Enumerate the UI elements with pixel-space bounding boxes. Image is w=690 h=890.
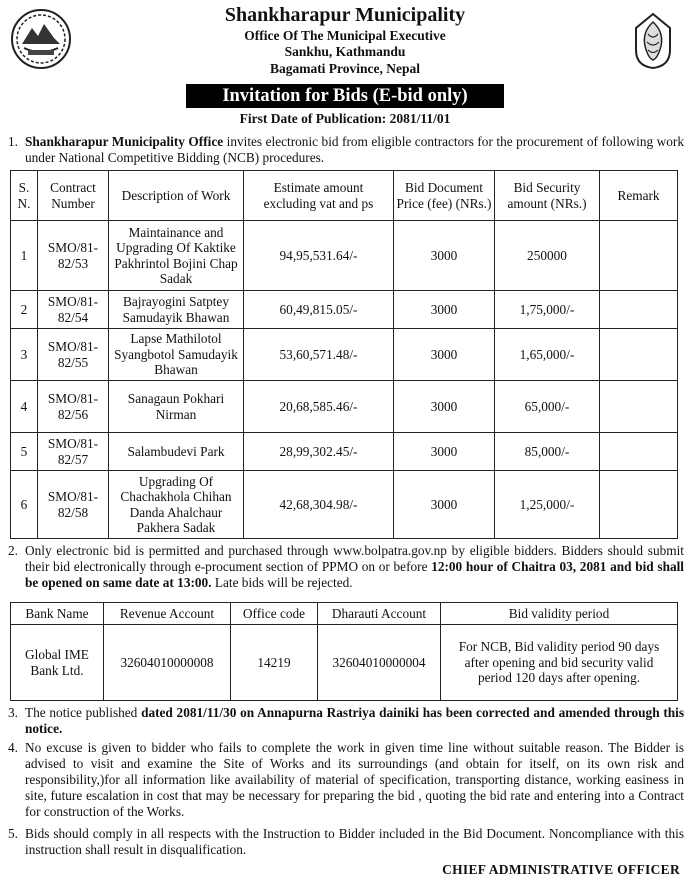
column-header: S. N.: [11, 171, 38, 221]
cell-sn: 2: [11, 291, 38, 329]
cell-description: Upgrading Of Chachakhola Chihan Danda Ahalchaur Pakhera Sadak: [109, 471, 244, 539]
publication-date: First Date of Publication: 2081/11/01: [239, 111, 451, 126]
works-table: [10, 170, 678, 539]
paragraph-number: 4.: [8, 740, 18, 755]
cell-contract: SMO/81-82/54: [38, 291, 109, 329]
cell-dharauti-account: 32604010000004: [318, 625, 441, 701]
table-row: [11, 329, 678, 381]
cell-fee: 3000: [394, 221, 495, 291]
cell-security: 1,25,000/-: [495, 471, 600, 539]
cell-fee: 3000: [394, 329, 495, 381]
paragraph-text: invites electronic bid from eligible contractors for the procurement of following work under National Competitive Bidding (NCB) procedures.: [25, 134, 684, 165]
cell-description: Sanagaun Pokhari Nirman: [109, 381, 244, 433]
cell-security: 250000: [495, 221, 600, 291]
column-header: Dharauti Account: [318, 603, 441, 625]
cell-fee: 3000: [394, 471, 495, 539]
cell-sn: 6: [11, 471, 38, 539]
cell-security: 65,000/-: [495, 381, 600, 433]
column-header: Contract Number: [38, 171, 109, 221]
paragraph-5: [8, 826, 684, 858]
paragraph-text: The notice published: [25, 705, 142, 720]
paragraph-text: Only electronic bid is permitted and purchased through www.bolpatra.gov.np by eligible bidders. Bidders should submit their bid electronically through e-procument section of PPMO on or before: [25, 543, 684, 574]
cell-sn: 4: [11, 381, 38, 433]
paragraph-number: 2.: [8, 543, 18, 558]
column-header: Revenue Account: [104, 603, 231, 625]
cell-estimate: 60,49,815.05/-: [244, 291, 394, 329]
notice-title: Invitation for Bids (E-bid only): [186, 84, 504, 108]
paragraph-text: Late bids will be rejected.: [211, 575, 353, 590]
cell-security: 85,000/-: [495, 433, 600, 471]
bank-table: [10, 602, 678, 701]
cell-remark: [600, 381, 678, 433]
cell-estimate: 20,68,585.46/-: [244, 381, 394, 433]
paragraph-3: [8, 705, 684, 737]
cell-remark: [600, 291, 678, 329]
cell-contract: SMO/81-82/57: [38, 433, 109, 471]
cell-contract: SMO/81-82/55: [38, 329, 109, 381]
column-header: Bid validity period: [441, 603, 678, 625]
cell-contract: SMO/81-82/58: [38, 471, 109, 539]
cell-bank-name: Global IME Bank Ltd.: [11, 625, 104, 701]
cell-estimate: 53,60,571.48/-: [244, 329, 394, 381]
column-header: Office code: [231, 603, 318, 625]
column-header: Remark: [600, 171, 678, 221]
cell-security: 1,75,000/-: [495, 291, 600, 329]
cell-contract: SMO/81-82/53: [38, 221, 109, 291]
paragraph-number: 5.: [8, 826, 18, 841]
table-row: [11, 381, 678, 433]
cell-estimate: 94,95,531.64/-: [244, 221, 394, 291]
cell-estimate: 42,68,304.98/-: [244, 471, 394, 539]
deadline-bold: 12:00 hour of Chaitra 03, 2081 and bid shall be opened on same date at 13:00.: [25, 559, 684, 590]
cell-description: Lapse Mathilotol Syangbotol Samudayik Bhawan: [109, 329, 244, 381]
column-header: Bid Document Price (fee) (NRs.): [394, 171, 495, 221]
address-line-2: Bagamati Province, Nepal: [269, 61, 421, 76]
table-row: [11, 625, 678, 701]
cell-security: 1,65,000/-: [495, 329, 600, 381]
cell-revenue-account: 32604010000008: [104, 625, 231, 701]
paragraph-4: [8, 740, 684, 820]
cell-office-code: 14219: [231, 625, 318, 701]
column-header: Bid Security amount (NRs.): [495, 171, 600, 221]
cell-sn: 3: [11, 329, 38, 381]
column-header: Estimate amount excluding vat and ps: [244, 171, 394, 221]
paragraph-number: 1.: [8, 134, 18, 149]
cell-description: Maintainance and Upgrading Of Kaktike Pakhrintol Bojini Chap Sadak: [109, 221, 244, 291]
table-header-row: [11, 171, 678, 221]
municipality-name: Shankharapur Municipality: [224, 4, 466, 26]
cell-remark: [600, 471, 678, 539]
paragraph-text: No excuse is given to bidder who fails to complete the work in given time line without suitable reason. The Bidder is advised to visit and examine the Site of Works and its surroundings (and obtain for itself, on its own risk and responsibility,)for all information like availability of material of specification, transporting distance, working easiness in site, future escalation in cost that may be necessary for preparing the bid , quoting the bid rate and entering into a Contract for construction of the Works.: [25, 740, 684, 819]
table-row: [11, 471, 678, 539]
paragraph-2: [8, 543, 684, 591]
cell-sn: 1: [11, 221, 38, 291]
cell-remark: [600, 329, 678, 381]
cell-remark: [600, 433, 678, 471]
cell-remark: [600, 221, 678, 291]
table-row: [11, 433, 678, 471]
cell-fee: 3000: [394, 381, 495, 433]
table-header-row: [11, 603, 678, 625]
column-header: Bank Name: [11, 603, 104, 625]
cell-description: Salambudevi Park: [109, 433, 244, 471]
correction-bold: dated 2081/11/30 on Annapurna Rastriya dainiki has been corrected and amended through this notice.: [25, 705, 685, 736]
office-name: Office Of The Municipal Executive: [244, 28, 446, 43]
signature-title: CHIEF ADMINISTRATIVE OFFICER: [442, 862, 680, 877]
paragraph-number: 3.: [8, 705, 18, 720]
paragraph-text: Bids should comply in all respects with the Instruction to Bidder included in the Bid Document. Noncompliance with this instruction shall result in disqualification.: [25, 826, 684, 857]
cell-description: Bajrayogini Satptey Samudayik Bhawan: [109, 291, 244, 329]
paragraph-1: [8, 134, 684, 166]
table-row: [11, 291, 678, 329]
cell-estimate: 28,99,302.45/-: [244, 433, 394, 471]
office-bold: Shankharapur Municipality Office: [25, 134, 224, 149]
cell-fee: 3000: [394, 433, 495, 471]
cell-validity: For NCB, Bid validity period 90 days after opening and bid security valid period 120 days after opening.: [441, 625, 678, 701]
column-header: Description of Work: [109, 171, 244, 221]
cell-sn: 5: [11, 433, 38, 471]
cell-fee: 3000: [394, 291, 495, 329]
address-line-1: Sankhu, Kathmandu: [284, 44, 406, 59]
table-row: [11, 221, 678, 291]
cell-contract: SMO/81-82/56: [38, 381, 109, 433]
